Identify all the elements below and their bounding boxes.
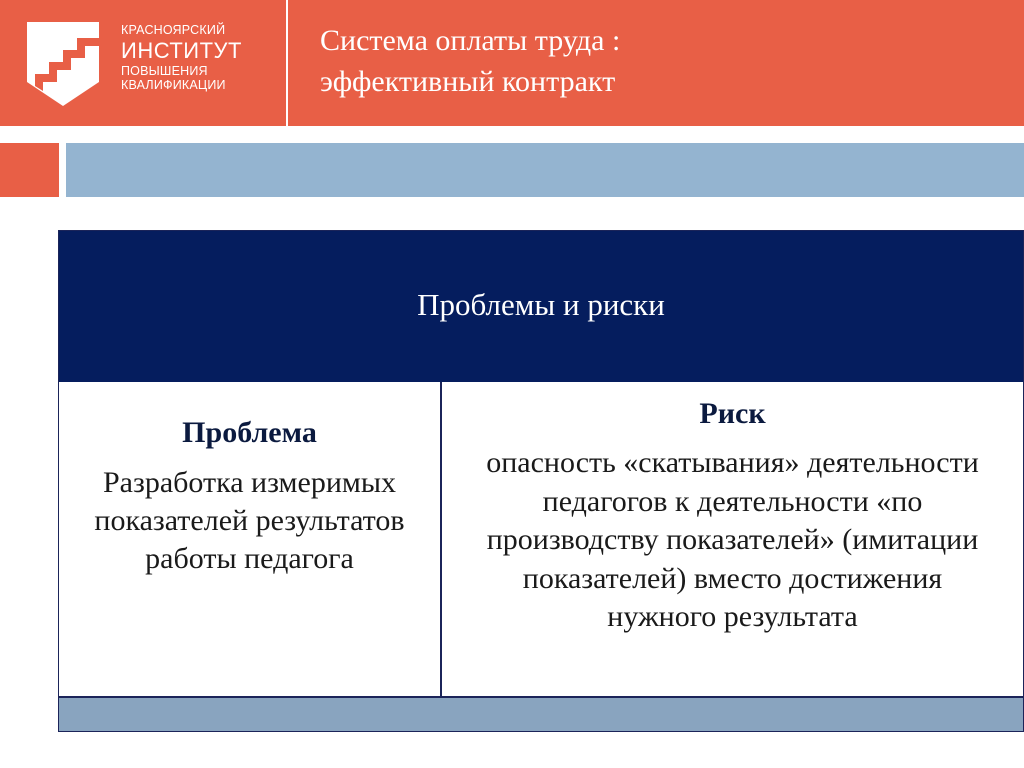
- table-heading: [59, 231, 1023, 382]
- decor-band-orange: [0, 143, 59, 197]
- stair-shield-icon: [27, 22, 99, 106]
- slide-title: [320, 20, 1010, 102]
- logo-line-3: ПОВЫШЕНИЯ: [121, 63, 208, 78]
- slide-title-line-2: эффективный контракт: [320, 65, 616, 98]
- problem-cell: [59, 382, 442, 696]
- risk-cell: [442, 382, 1023, 696]
- institute-logo: [0, 0, 286, 126]
- risk-label: Риск: [699, 397, 766, 430]
- decor-band-blue: [66, 143, 1024, 197]
- header-bar: [0, 0, 1024, 126]
- slide-title-line-1: Система оплаты труда :: [320, 24, 621, 57]
- problem-text: Разработка измеримых показателей результатов работы педагога: [94, 466, 405, 575]
- problem-label: Проблема: [182, 416, 317, 449]
- risk-text: опасность «скатывания» деятельности педагогов к деятельности «по производству показателей» (имитации показателей) вместо достижения нужного результата: [486, 446, 979, 633]
- table-heading-text: Проблемы и риски: [417, 286, 665, 322]
- table-footer-row: [59, 698, 1023, 731]
- problems-risks-table: [58, 230, 1024, 732]
- logo-line-1: КРАСНОЯРСКИЙ: [121, 23, 226, 37]
- logo-line-4: КВАЛИФИКАЦИИ: [121, 78, 226, 92]
- logo-text: [121, 24, 242, 94]
- logo-line-2: ИНСТИТУТ: [121, 37, 242, 63]
- header-divider: [286, 0, 288, 126]
